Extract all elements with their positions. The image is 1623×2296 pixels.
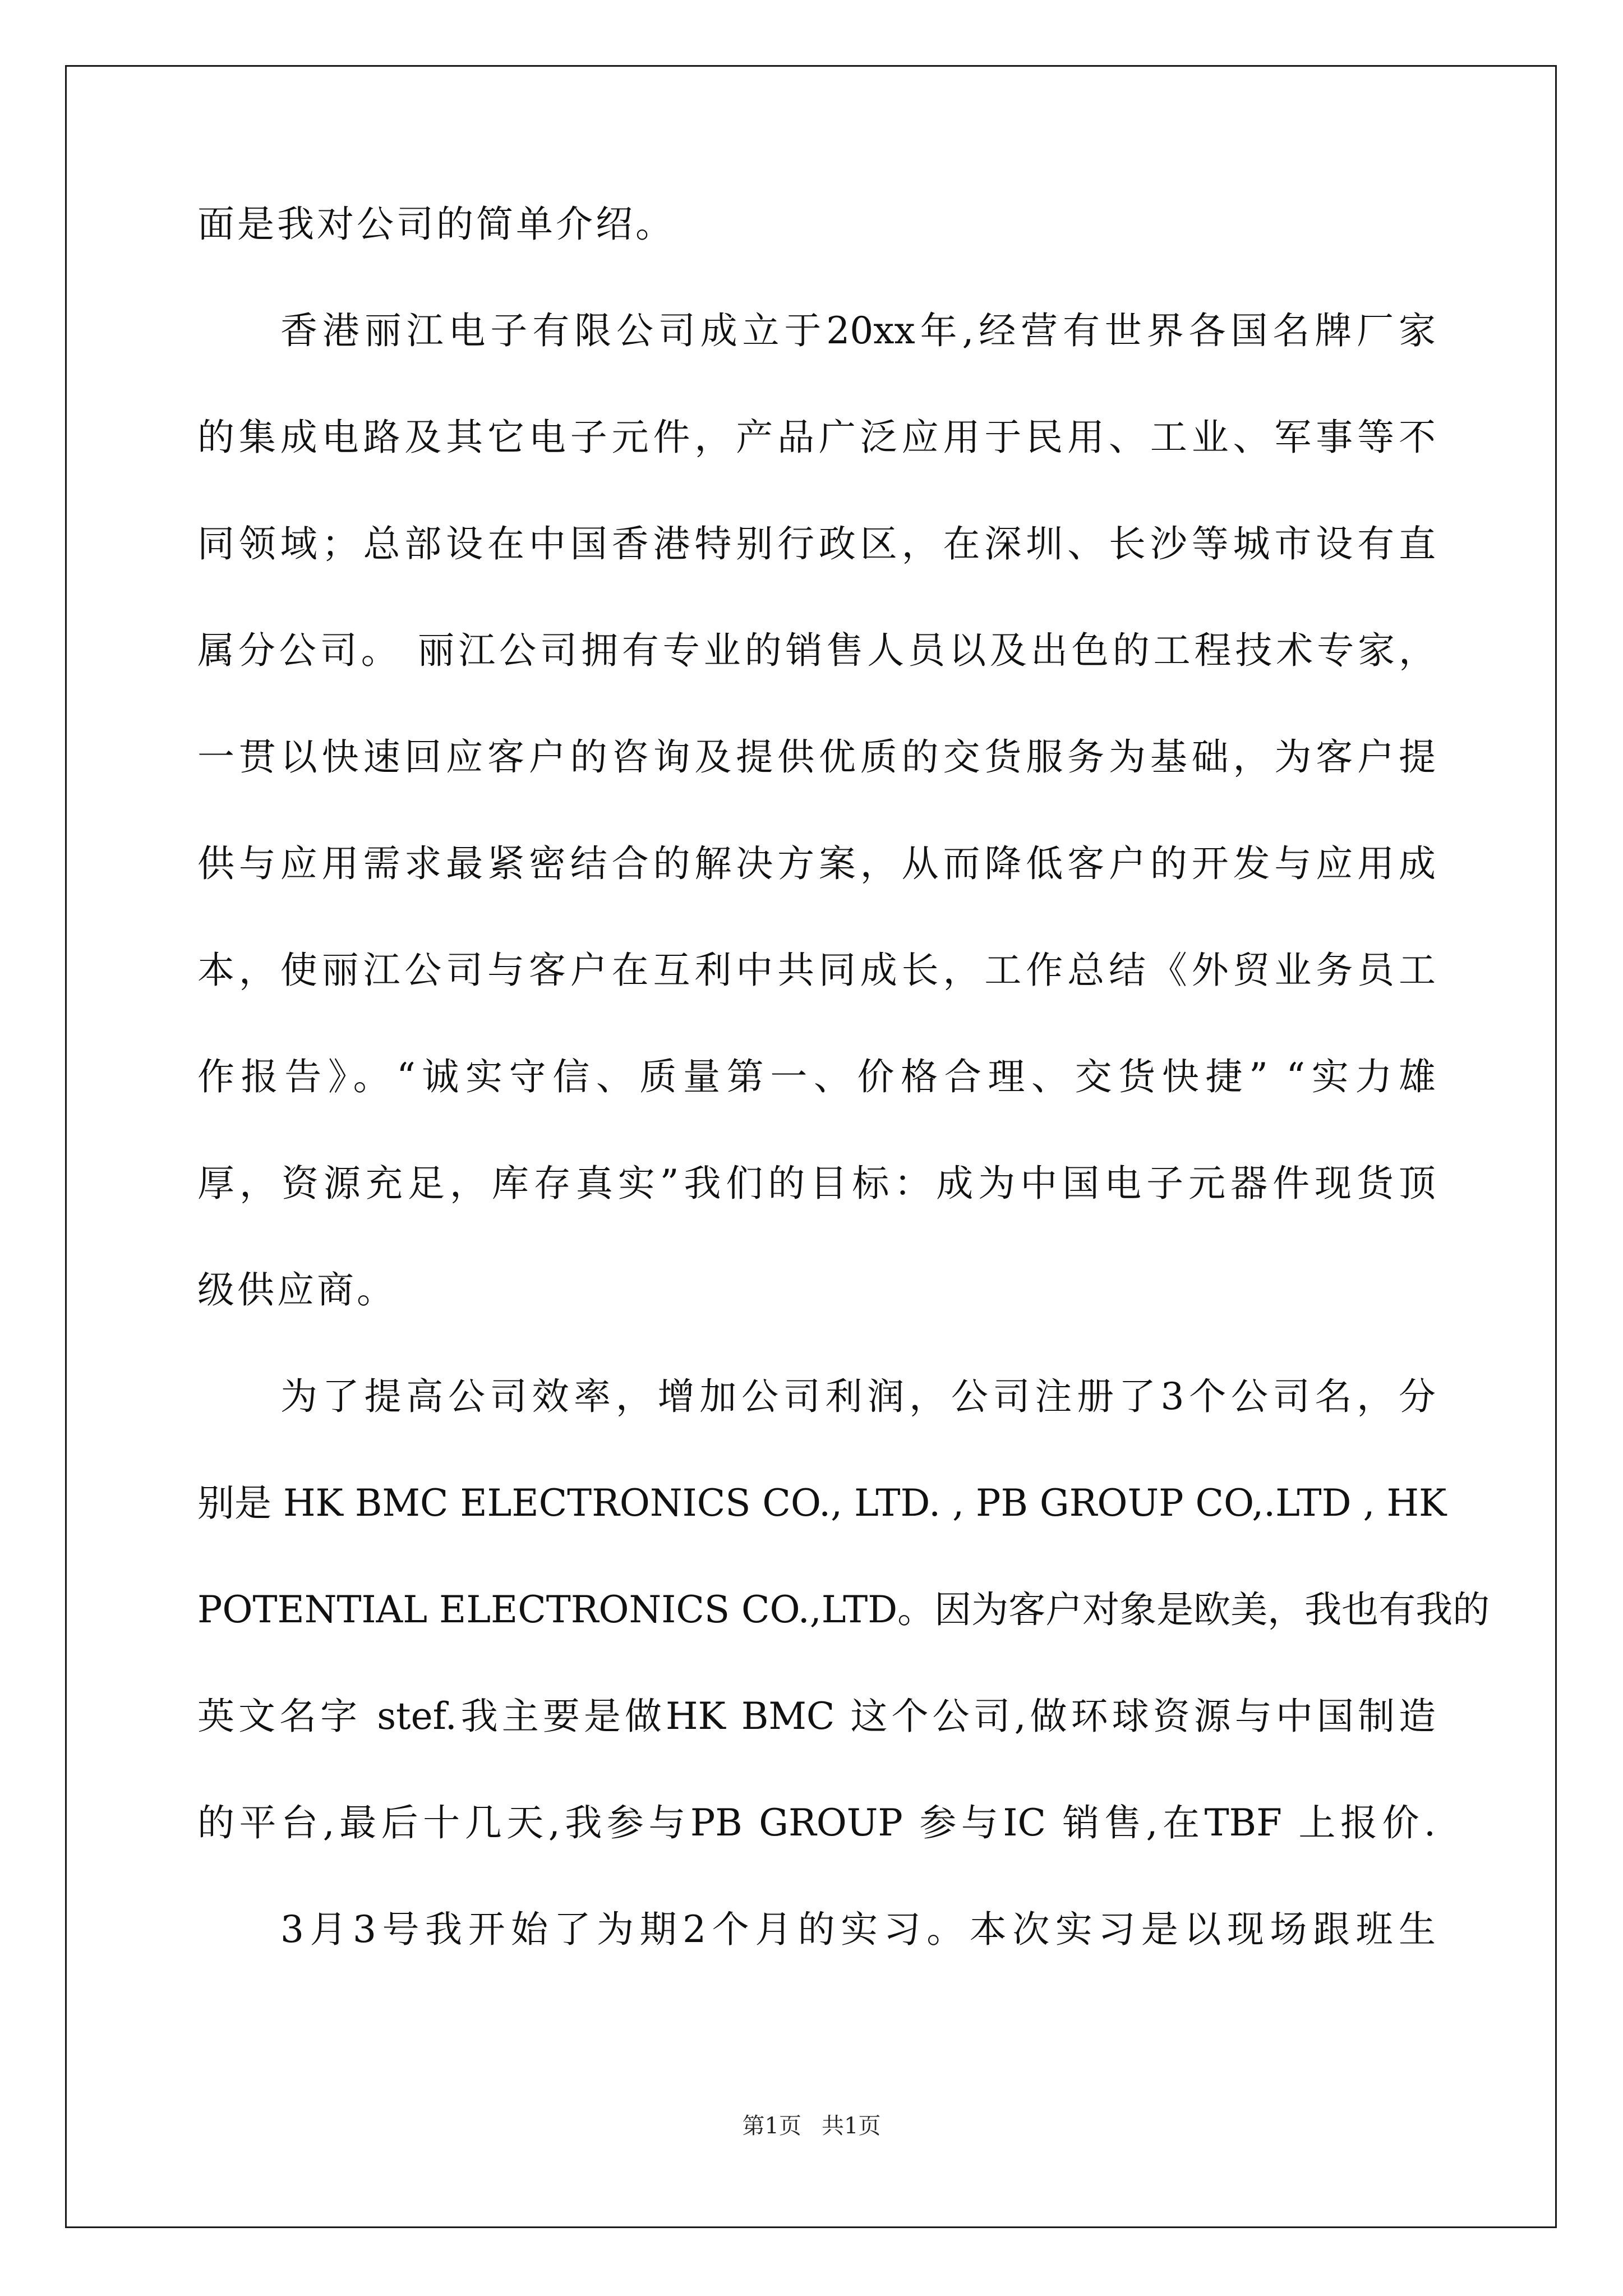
text-line: 3月3号我开始了为期2个月的实习。本次实习是以现场跟班生 bbox=[280, 1908, 1436, 1951]
text-line: 面是我对公司的简单介绍。 bbox=[197, 203, 675, 246]
text-line: 供与应用需求最紧密结合的解决方案，从而降低客户的开发与应用成 bbox=[197, 842, 1436, 885]
text-line: 本，使丽江公司与客户在互利中共同成长，工作总结《外贸业务员工 bbox=[197, 949, 1436, 992]
text-line: POTENTIAL ELECTRONICS CO.,LTD。因为客户对象是欧美，我也有我的 bbox=[197, 1588, 1490, 1631]
text-line: 别是 HK BMC ELECTRONICS CO., LTD. , PB GROUP CO,.LTD , HK bbox=[197, 1481, 1447, 1525]
page-number: 第1页 bbox=[742, 2113, 801, 2139]
text-line: 同领域；总部设在中国香港特别行政区，在深圳、长沙等城市设有直 bbox=[197, 522, 1436, 565]
text-line: 属分公司。 丽江公司拥有专业的销售人员以及出色的工程技术专家， bbox=[197, 629, 1436, 672]
text-line: 的平台,最后十几天,我参与PB GROUP 参与IC 销售,在TBF 上报价. bbox=[197, 1801, 1436, 1844]
text-line: 英文名字 stef.我主要是做HK BMC 这个公司,做环球资源与中国制造 bbox=[197, 1695, 1436, 1738]
text-line: 的集成电路及其它电子元件，产品广泛应用于民用、工业、军事等不 bbox=[197, 416, 1436, 459]
text-line: 作报告》。“诚实守信、质量第一、价格合理、交货快捷” “实力雄 bbox=[197, 1055, 1436, 1098]
page-footer bbox=[0, 2112, 1623, 2140]
text-line: 为了提高公司效率，增加公司利润，公司注册了3个公司名，分 bbox=[280, 1375, 1436, 1418]
total-pages: 共1页 bbox=[822, 2113, 881, 2139]
text-line: 厚，资源充足，库存真实”我们的目标：成为中国电子元器件现货顶 bbox=[197, 1162, 1436, 1205]
text-line: 香港丽江电子有限公司成立于20xx年,经营有世界各国名牌厂家 bbox=[280, 309, 1436, 352]
text-line: 级供应商。 bbox=[197, 1268, 396, 1312]
text-line: 一贯以快速回应客户的咨询及提供优质的交货服务为基础，为客户提 bbox=[197, 735, 1436, 779]
page-border bbox=[65, 65, 1557, 2228]
